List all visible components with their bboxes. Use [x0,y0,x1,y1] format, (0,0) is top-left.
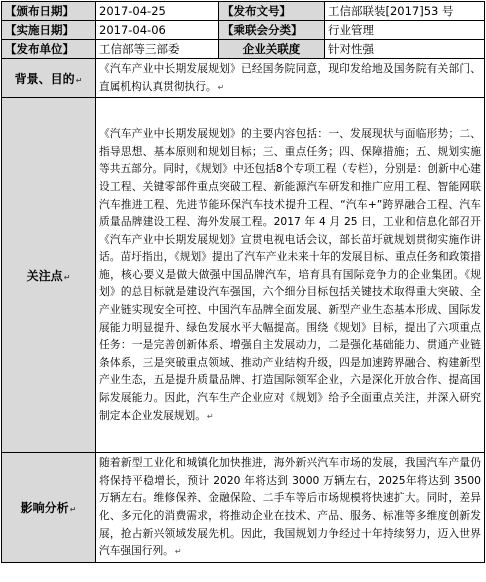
background-label: 背景、目的 [14,71,75,86]
issuer-value: 工信部等三部委 [96,40,219,59]
focus-text: 《汽车产业中长期发展规划》的主要内容包括：一、发展现状与面临形势；二、指导思想、基本原则和规划目标；三、重点任务；四、保障措施；五、规划实施等共五部分。同时，《规划》中还包括8个专项工程（专栏），分别是：创新中心建设工程、关键零部件重点突破工程、新能源汽车研发和推广应用工程、智能网联汽车推进工程、先进节能环保汽车技术提升工程、“汽车+”跨界融合工程、汽车质量品牌建设工程、海外发展工程。2017 年 4 月 25 日，工业和信息化部召开《汽车产业中长期发展规划》宣贯电视电话会议，部长苗圩就规划贯彻实施作讲话。苗圩指出，《规划》提出了汽车产业未来十年的发展目标、重点任务和政策措施，核心要义是做大做强中国品牌汽车，培育具有国际竞争力的企业集团。《规划》的总目标就是建设汽车强国，六个细分目标包括关键技术取得重大突破、全产业链实现安全可控、中国汽车品牌全面发展、新型产业生态基本形成、国际发展能力明显提升、绿色发展水平大幅提高。围绕《规划》目标，提出了六项重点任务：一是完善创新体系、增强自主发展动力，二是强化基础能力、贯通产业链条体系，三是突破重点领域、推动产业结构升级，四是加速跨界融合、构建新型产业生态，五是提升质量品牌、打造国际领军企业，六是深化开放合作、提高国际发展能力。因此，汽车生产企业应对《规划》给予全面重点关注，并深入研究制定本企业发展规划。 [99,127,481,422]
effective-date-value: 2017-04-06 [96,21,219,40]
effective-date-key: 【实施日期】 [2,21,96,40]
focus-row [2,98,485,453]
background-text: 《汽车产业中长期发展规划》已经国务院同意，现印发给地及国务院有关部门、直属机构认真贯彻执行。 [99,62,481,93]
return-mark-icon: ↵ [174,547,182,557]
return-mark-icon: ↵ [69,504,77,514]
return-mark-icon: ↵ [217,82,225,92]
issuer-key: 【发布单位】 [2,40,96,59]
category-key: 【乘联会分类】 [219,21,325,40]
category-value: 行业管理 [325,21,485,40]
publish-date-value: 2017-04-25 [96,2,219,21]
impact-label-cell [2,453,96,563]
relevance-key: 企业关联度 [219,40,325,59]
return-mark-icon: ↵ [75,75,83,85]
background-label-cell [2,59,96,98]
header-row-2 [2,21,485,40]
impact-text-cell [96,453,485,563]
header-row-1 [2,2,485,21]
background-row [2,59,485,98]
return-mark-icon: ↵ [206,411,214,421]
policy-table [1,1,485,563]
relevance-value: 针对性强 [325,40,485,59]
background-text-cell [96,59,485,98]
publish-date-key: 【颁布日期】 [2,2,96,21]
impact-label: 影响分析 [20,500,69,515]
focus-label: 关注点 [26,268,63,283]
focus-text-cell [96,98,485,453]
focus-label-cell [2,98,96,453]
impact-row [2,453,485,563]
return-mark-icon: ↵ [63,272,71,282]
header-row-3 [2,40,485,59]
impact-text: 随着新型工业化和城镇化加快推进，海外新兴汽车市场的发展，我国汽车产量仍将保持平稳增长，预计 2020 年将达到 3000 万辆左右，2025年将达到 3500 万辆左右。维修保养、金融保险、二手车等后市场规模将快速扩大。同时，差异化、多元化的消费需求，将推动企业在技术、产品、服务、标准等多维度创新发展，抢占新兴领域发展先机。因此，我国规划力争经过十年持续努力，迈入世界汽车强国行列。 [99,456,481,558]
doc-no-value: 工信部联装[2017]53 号 [325,2,485,21]
doc-no-key: 【发布文号】 [219,2,325,21]
